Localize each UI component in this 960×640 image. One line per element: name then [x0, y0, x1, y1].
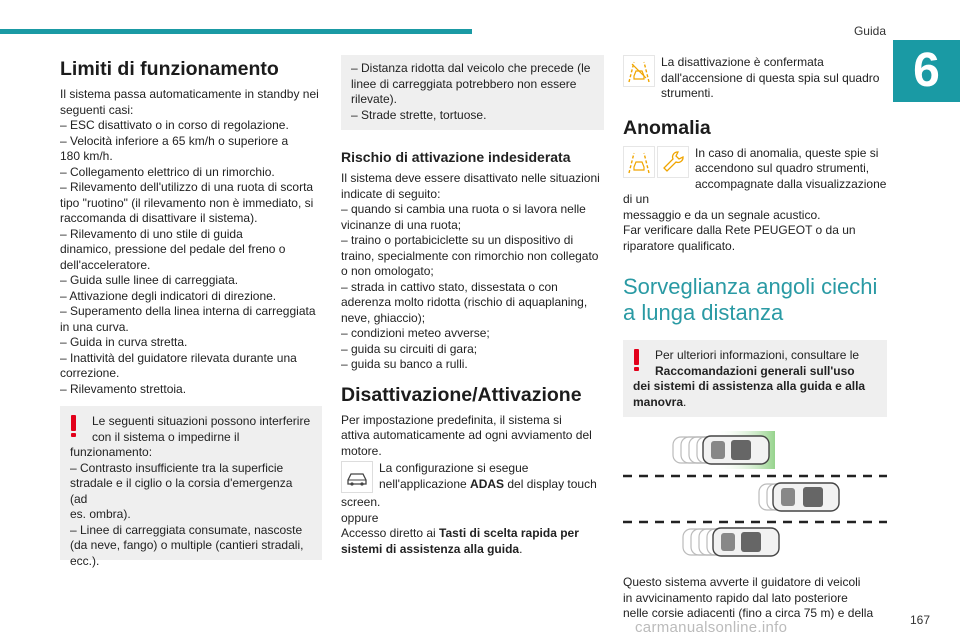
note-box	[623, 340, 887, 417]
text-line: Far verificare dalla Rete PEUGEOT o da un	[623, 223, 856, 237]
text-line: – Linee di carreggiata consumate, nascoste	[70, 522, 303, 537]
chapter-number-badge: 6	[893, 40, 960, 102]
text-line: strumenti.	[661, 86, 714, 100]
continuation-box	[341, 55, 604, 130]
text-line: in avvicinamento rapido dal lato posteriore	[623, 590, 848, 605]
text-line: oppure	[341, 510, 379, 525]
heading-disattivazione: Disattivazione/Attivazione	[341, 383, 582, 406]
confirm-block	[623, 55, 887, 102]
column-2	[341, 55, 604, 557]
warning-exclamation-icon	[70, 415, 78, 437]
text-span: .	[519, 541, 523, 556]
wrench-icon	[657, 146, 689, 178]
text-line: indicate di seguito:	[341, 186, 441, 201]
heading-line: Sorveglianza angoli ciechi	[623, 274, 878, 299]
list-item: in una curva.	[60, 319, 129, 334]
header-accent-bar	[0, 29, 472, 34]
cars-on-road-diagram	[623, 429, 887, 569]
text-line: stradale e il ciglio o la corsia d'emergenza (ad	[70, 476, 293, 506]
list-item: – Rilevamento strettoia.	[60, 381, 187, 396]
text-line: riparatore qualificato.	[623, 238, 736, 253]
list-item: – guida su circuiti di gara;	[341, 341, 478, 356]
list-item: rilevate).	[351, 92, 398, 106]
col1-text	[60, 87, 322, 397]
list-item: – Strade strette, tortuose.	[351, 107, 487, 122]
heading-rischio: Rischio di attivazione indesiderata	[341, 149, 571, 165]
list-item: traino, specialmente con rimorchio non collegato	[341, 248, 599, 263]
section-title: Guida	[853, 24, 886, 38]
list-item: correzione.	[60, 366, 120, 380]
text-line: ecc.).	[70, 553, 100, 568]
blind-spot-illustration	[623, 429, 887, 569]
list-item: – guida su banco a rulli.	[341, 357, 468, 371]
text-line: La disattivazione è confermata	[661, 55, 824, 69]
list-item: neve, ghiaccio);	[341, 310, 426, 325]
list-item: tipo "ruotino" (il rilevamento non è immediato, si	[60, 195, 314, 210]
list-item: – Guida in curva stretta.	[60, 335, 188, 349]
text-line: accendono sul quadro strumenti,	[695, 161, 870, 175]
config-block	[341, 461, 604, 557]
text-line: seguenti casi:	[60, 102, 134, 117]
watermark: carmanualsonline.info	[635, 619, 788, 636]
shortcut-label: Tasti di scelta rapida per	[439, 526, 579, 540]
text-line: es. ombra).	[70, 507, 131, 521]
text-span: del display touch	[504, 476, 597, 491]
list-item: – strada in cattivo stato, dissestata o con	[341, 279, 558, 294]
heading-limiti: Limiti di funzionamento	[60, 58, 279, 80]
list-item: dinamico, pressione del pedale del freno o	[60, 242, 286, 256]
list-item: aderenza molto ridotta (rischio di aquaplaning,	[341, 295, 588, 309]
page-number: 167	[909, 613, 930, 627]
lane-warning-light-icon	[623, 55, 655, 87]
text-line: Questo sistema avverte il guidatore di veicoli	[623, 575, 861, 589]
text-line: – Contrasto insufficiente tra la superficie	[70, 460, 284, 475]
list-item: – Velocità inferiore a 65 km/h o superiore a	[60, 133, 289, 148]
text-line: (da neve, fango) o multiple (cantieri stradali,	[70, 538, 304, 552]
list-item: – Rilevamento dell'utilizzo di una ruota di scorta	[60, 180, 314, 194]
text-line: funzionamento:	[70, 445, 153, 459]
anomaly-block	[623, 146, 887, 255]
text-line: motore.	[341, 443, 382, 458]
list-item: o non omologato;	[341, 264, 434, 278]
text-line: dei sistemi di assistenza alla guida e alla	[633, 379, 866, 393]
list-item: linee di carreggiata potrebbero non essere	[351, 76, 577, 91]
text-span: Accesso diretto ai	[341, 526, 440, 540]
text-line: Le seguenti situazioni possono interferire	[92, 414, 311, 428]
text-line: Il sistema passa automaticamente in standby nei	[60, 87, 319, 101]
lane-fault-light-icon	[623, 146, 655, 178]
list-item: raccomanda di disattivare il sistema).	[60, 211, 258, 225]
text-line: messaggio e da un segnale acustico.	[623, 207, 821, 222]
list-item: – traino o portabiciclette su un dispositivo di	[341, 233, 574, 247]
warning-exclamation-icon	[633, 349, 641, 371]
list-item: vicinanze di una ruota;	[341, 217, 462, 232]
text-line: attiva automaticamente ad ogni avviamento del	[341, 428, 592, 442]
text-line: La configurazione si esegue	[379, 461, 529, 475]
adas-label: ADAS	[470, 476, 505, 491]
list-item: – Rilevamento di uno stile di guida	[60, 226, 243, 241]
text-line: nelle corsie adiacenti (fino a circa 75 m) e della	[623, 606, 874, 620]
list-item: dell'acceleratore.	[60, 257, 151, 272]
text-line: Per impostazione predefinita, il sistema si	[341, 412, 562, 427]
text-line: dall'accensione di questa spia sul quadro	[661, 70, 880, 85]
heading-anomalia: Anomalia	[623, 116, 711, 139]
car-settings-icon	[341, 461, 373, 493]
list-item: – Attivazione degli indicatori di direzione.	[60, 288, 277, 303]
list-item: – Inattività del guidatore rilevata durante una	[60, 350, 297, 365]
text-line: con il sistema o impedirne il	[92, 429, 240, 444]
text-span: manovra	[633, 394, 684, 409]
list-item: – Collegamento elettrico di un rimorchio.	[60, 164, 275, 179]
text-line: accompagnate dalla visualizzazione di un	[623, 176, 887, 206]
column-1	[60, 55, 322, 568]
shortcut-label-2: sistemi di assistenza alla guida	[341, 541, 520, 556]
list-item: – Distanza ridotta dal veicolo che precede (le	[351, 61, 591, 75]
column-3	[623, 55, 887, 622]
heading-sorveglianza	[623, 274, 887, 326]
text-line: screen.	[341, 495, 381, 509]
text-line: Il sistema deve essere disattivato nelle situazioni	[341, 171, 600, 185]
list-item: – condizioni meteo avverse;	[341, 326, 490, 340]
text-line: In caso di anomalia, queste spie si	[695, 145, 879, 160]
text-line: Per ulteriori informazioni, consultare le	[655, 348, 860, 362]
text-span: .	[683, 394, 687, 409]
list-item: 180 km/h.	[60, 149, 113, 163]
list-item: – Guida sulle linee di carreggiata.	[60, 273, 239, 287]
list-item: – quando si cambia una ruota o si lavora nelle	[341, 202, 586, 216]
text-span: nell'applicazione	[379, 476, 471, 491]
heading-line: a lunga distanza	[623, 300, 784, 325]
list-item: – ESC disattivato o in corso di regolazione.	[60, 118, 289, 132]
text-line: Raccomandazioni generali sull'uso	[655, 363, 855, 378]
list-item: – Superamento della linea interna di carreggiata	[60, 304, 316, 318]
warning-box	[60, 406, 322, 568]
